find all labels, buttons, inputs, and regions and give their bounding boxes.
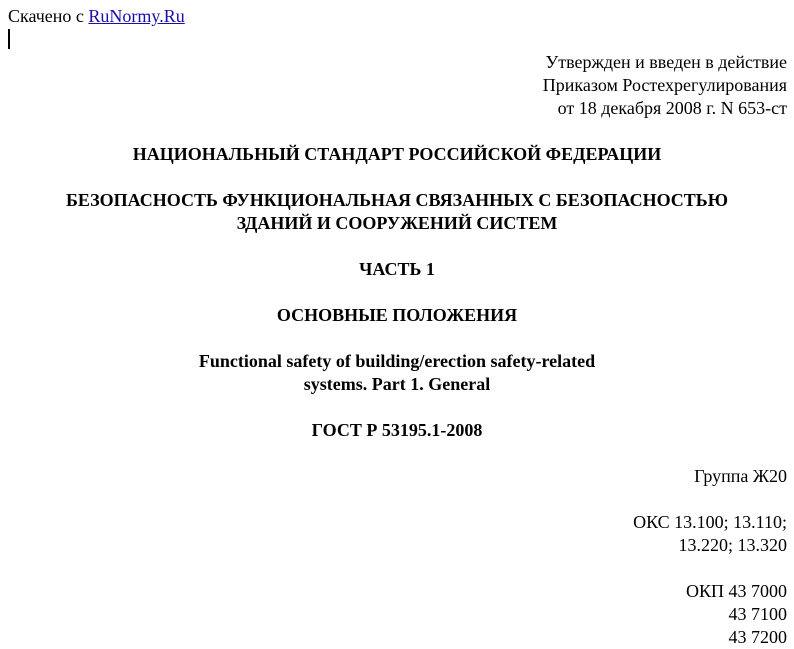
standard-type-text: НАЦИОНАЛЬНЫЙ СТАНДАРТ РОССИЙСКОЙ ФЕДЕРАЦИИ [132,144,662,164]
gost-number-heading [0,419,794,442]
okp-line-3: 43 7200 [728,627,787,647]
approval-line-1: Утвержден и введен в действие [545,52,787,72]
group-text: Группа Ж20 [694,466,787,486]
english-title-line-2: systems. Part 1. General [303,374,491,394]
title-line-2: ЗДАНИЙ И СООРУЖЕНИЙ СИСТЕМ [236,213,558,233]
title-line-1: БЕЗОПАСНОСТЬ ФУНКЦИОНАЛЬНАЯ СВЯЗАННЫХ С БЕЗОПАСНОСТЬЮ [66,190,728,210]
okp-block [686,580,787,649]
subtitle-heading [0,304,794,327]
standard-type-heading [0,143,794,166]
okp-line-2: 43 7100 [728,604,787,624]
oks-block [633,511,787,557]
download-prefix: Скачено с [8,6,89,26]
approval-line-3: от 18 декабря 2008 г. N 653-ст [557,98,787,118]
download-source-line [8,5,185,28]
english-title-line-1: Functional safety of building/erection safety-related [198,351,596,371]
group-block [694,465,787,488]
oks-line-2: 13.220; 13.320 [678,535,787,555]
part-heading [0,258,794,281]
subtitle-text: ОСНОВНЫЕ ПОЛОЖЕНИЯ [276,305,518,325]
oks-line-1: ОКС 13.100; 13.110; [633,512,787,532]
part-text: ЧАСТЬ 1 [359,259,435,279]
approval-block [543,51,787,120]
runormy-link[interactable]: RuNormy.Ru [88,6,185,26]
text-cursor [8,29,10,49]
english-title [0,350,794,396]
gost-number-text: ГОСТ Р 53195.1-2008 [311,420,483,440]
document-title [0,189,794,235]
okp-line-1: ОКП 43 7000 [685,581,787,601]
approval-line-2: Приказом Ростехрегулирования [542,75,787,95]
